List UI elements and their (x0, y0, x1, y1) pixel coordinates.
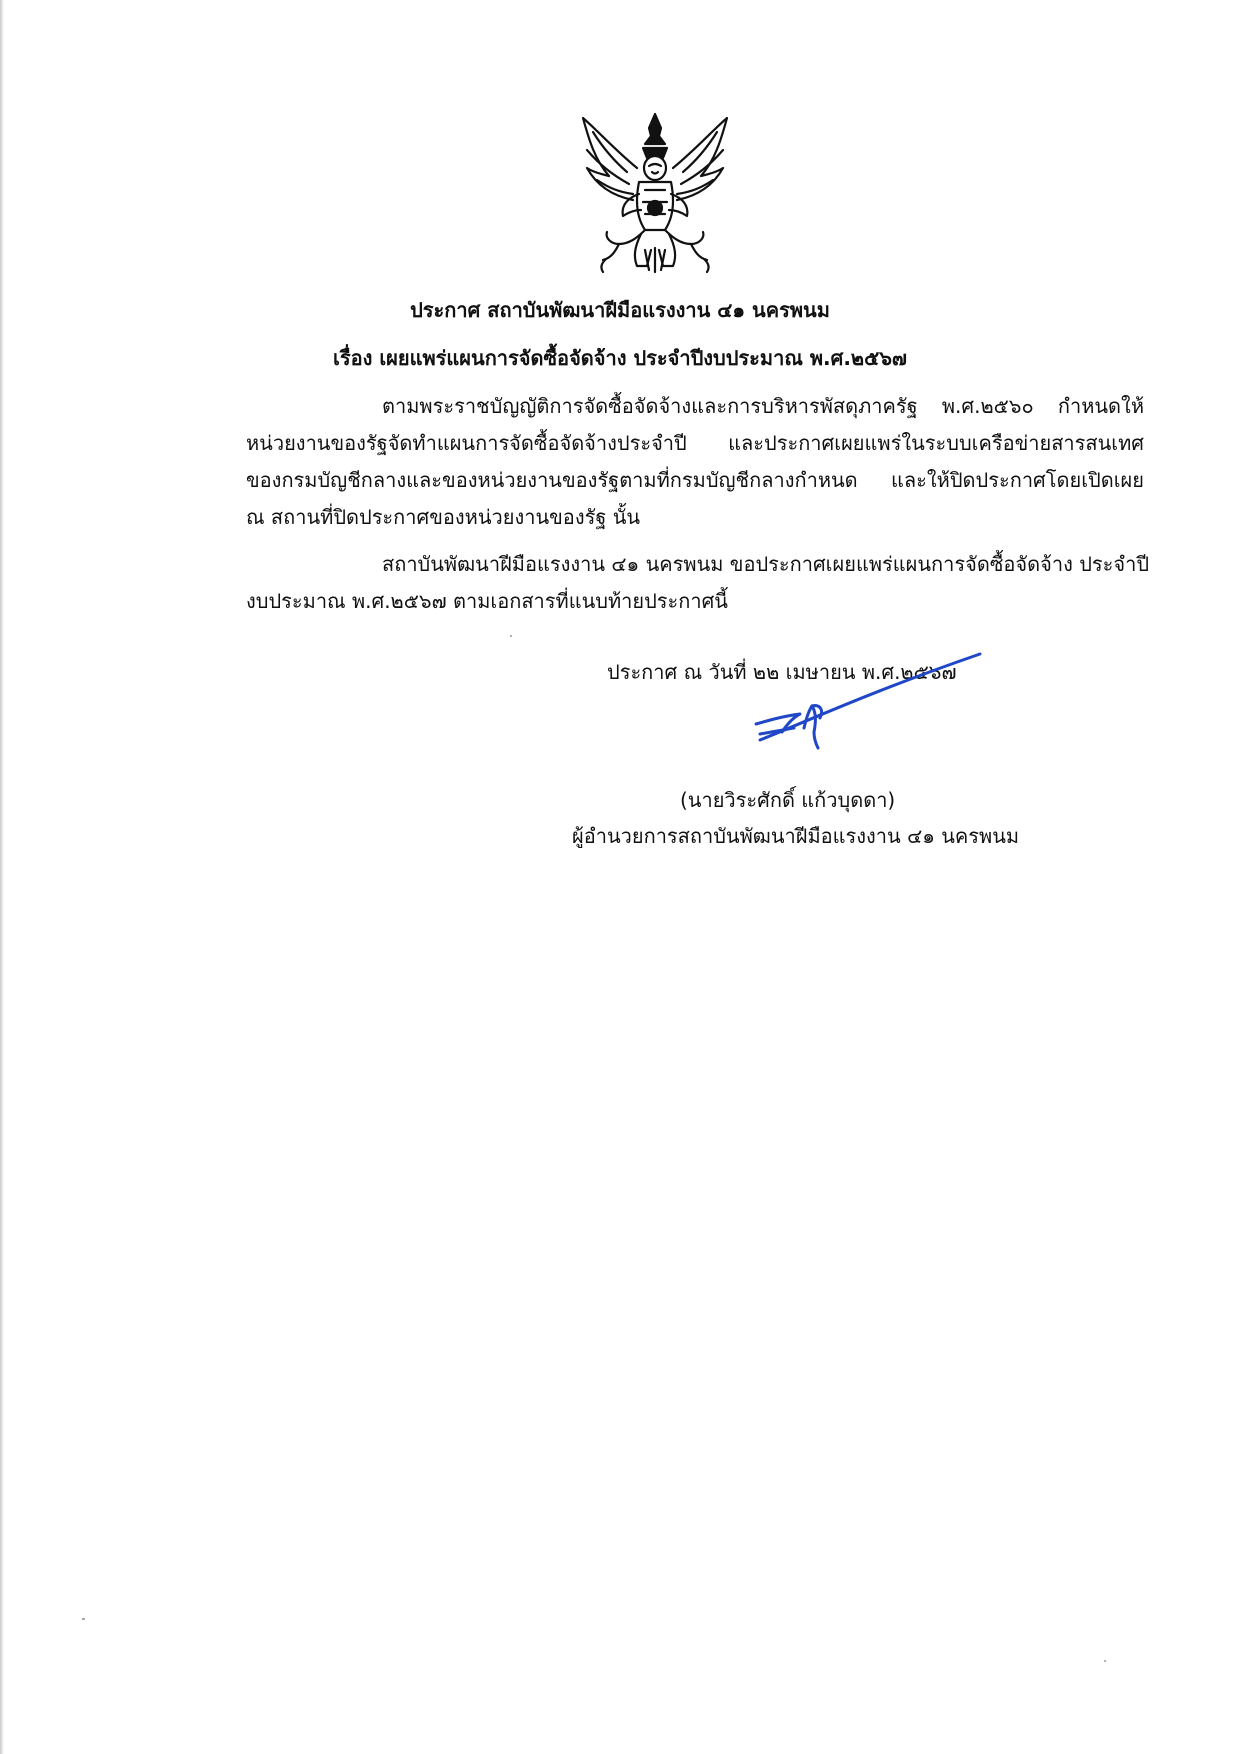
paragraph-2-line-1: สถาบันพัฒนาฝีมือแรงงาน ๔๑ นครพนม ขอประกาศเผยแพร่แผนการจัดซื้อจัดจ้าง ประจำปี (382, 552, 1150, 576)
scan-speck (1104, 1660, 1106, 1662)
announcement-title: ประกาศ สถาบันพัฒนาฝีมือแรงงาน ๔๑ นครพนม (410, 298, 830, 322)
scan-speck (510, 635, 512, 637)
paragraph-2-line-2: งบประมาณ พ.ศ.๒๕๖๗ ตามเอกสารที่แนบท้ายประกาศนี้ (246, 589, 728, 613)
garuda-emblem-icon (575, 110, 735, 275)
announcement-subject: เรื่อง เผยแพร่แผนการจัดซื้อจัดจ้าง ประจำปีงบประมาณ พ.ศ.๒๕๖๗ (333, 346, 907, 370)
paragraph-1-line-4: ณ สถานที่ปิดประกาศของหน่วยงานของรัฐ นั้น (246, 505, 641, 529)
paragraph-1-line-3: ของกรมบัญชีกลางและของหน่วยงานของรัฐตามที่กรมบัญชีกลางกำหนด และให้ปิดประกาศโดยเปิดเผย (246, 468, 1144, 492)
handwritten-signature (720, 640, 1000, 760)
signer-position: ผู้อำนวยการสถาบันพัฒนาฝีมือแรงงาน ๔๑ นครพนม (572, 824, 1020, 848)
paragraph-1-line-1: ตามพระราชบัญญัติการจัดซื้อจัดจ้างและการบริหารพัสดุภาครัฐ พ.ศ.๒๕๖๐ กำหนดให้ (382, 394, 1144, 418)
scan-speck (82, 1618, 85, 1620)
signer-name: (นายวิระศักดิ์ แก้วบุดดา) (680, 788, 896, 812)
announcement-date: ประกาศ ณ วันที่ ๒๒ เมษายน พ.ศ.๒๕๖๗ (607, 660, 957, 684)
paragraph-1-line-2: หน่วยงานของรัฐจัดทำแผนการจัดซื้อจัดจ้างประจำปี และประกาศเผยแพร่ในระบบเครือข่ายสารสนเทศ (246, 431, 1144, 455)
scan-edge-shadow (0, 0, 4, 1754)
